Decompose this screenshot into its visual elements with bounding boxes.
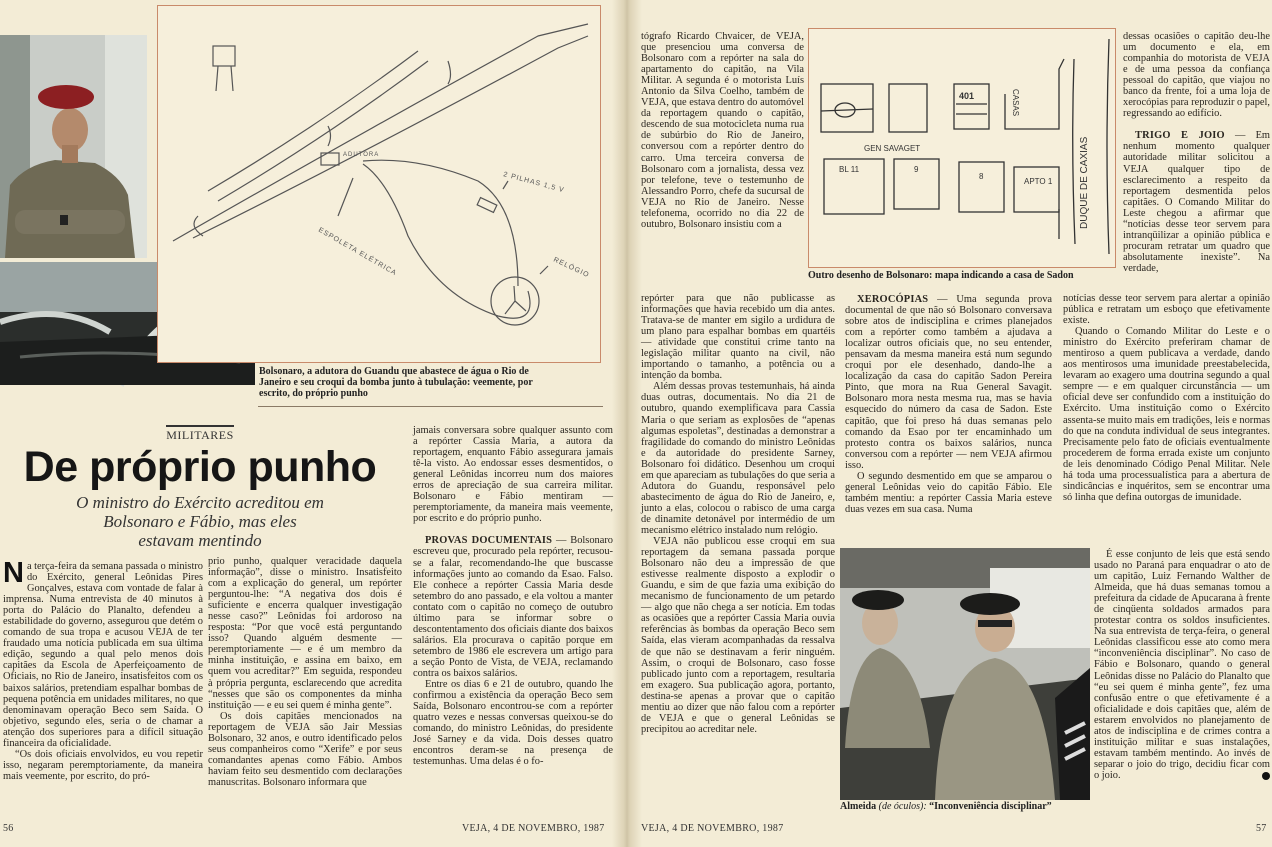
map-label-caxias: DUQUE DE CAXIAS — [1079, 136, 1090, 229]
map-caption: Outro desenho de Bolsonaro: mapa indicando a casa de Sadon — [808, 270, 1074, 281]
paragraph: — Em nenhum momento qualquer autoridade militar solicitou a VEJA qualquer tipo de esclarecimento a respeito da reportagem desmentida pelos capitães. O Comando Militar do Leste chegou a afirmar que “notícias desse teor servem para intranqüilizar a opinião pública e procuram retratar um quadro que absolutamente inexiste”. Na verdade, — [1123, 130, 1270, 274]
paragraph: — Uma segunda prova documental de que não só Bolsonaro conversava sobre atos de indisciplina e crimes planejados com a repórter como também a ajudava a localizar outros oficiais que, no seu entender, pensavam da mesma maneira está num segundo croqui por ele desenhado, dando-lhe a localização da casa do capitão Sadon Pereira Pinto, que mora na Rua General Savagit. Bolsonaro mora nesta mesma rua, mas se havia esquecido do número da casa de Sadon. Este capitão, que foi preso há duas semanas pelo comando da Esao por ter encaminhado um protesto contra os baixos salários, nunca conversou com a repórter — nem VEJA afirmou isso. — [845, 294, 1052, 471]
sketch-label-detonator: ESPOLETA ELÉTRICA — [317, 226, 398, 278]
paragraph: a terça-feira da semana passada o ministro do Exército, general Leônidas Pires Gonçalves, estava com vontade de falar à imprensa. Numa entrevista de 40 minutos à porta do Palácio do Planalto, defendeu a estabilidade do governo, assegurou que detém o comando de sua tropa e acusou VEJA de ter fraudado uma notícia publicada em sua última edição, segundo a qual pelo menos dois capitães da Escola de Aperfeiçoamento de Oficiais, no Rio de Janeiro, insatisfeitos com os baixos salários, pretendiam espalhar bombas de pequena potência em unidades militares, no que denominavam operação Beco sem Saída. O objetivo, segundo eles, seria o de chamar a atenção dos superiores para a difícil situação financeira da oficialidade. — [3, 561, 203, 749]
page-gutter — [612, 0, 642, 847]
map-label-street: GEN SAVAGET — [864, 144, 921, 153]
paragraph: — Bolsonaro escreveu que, procurado pela repórter, recusou-se a falar, recomendando-lhe que buscasse informações junto ao comando da Esao. Falso. Ele conhece a repórter Cassia Maria desde setembro do ano passado, e ela voltou a manter contato com o capitão no começo de outubro último para se informar sobre o descontentamento dos oficiais diante dos baixos salários. Ela procurava o capitão porque em setembro de 1986 ele escrevera um artigo para a seção Ponto de Vista, de VEJA, reclamando contra os baixos salários. — [413, 535, 613, 679]
photo-officers-in-car — [840, 548, 1090, 800]
map-label-bl11: BL 11 — [839, 165, 860, 174]
page-number-right: 57 — [1256, 823, 1267, 834]
sketch-label-clock: RELÓGIO — [552, 256, 591, 280]
sketch-label-pipe: ADUTORA — [343, 152, 380, 158]
paragraph: notícias desse teor servem para alertar a opinião pública e retratam um esboço que efetivamente existe. — [1063, 293, 1270, 327]
photo-caption-left: Bolsonaro, a adutora do Guandu que abastece de água o Rio de Janeiro e seu croqui da bomba junto à tubulação: veemente, por escrito, do próprio punho — [259, 366, 533, 399]
caption-name: Almeida — [840, 801, 877, 812]
caption-quote: “Inconveniência disciplinar” — [926, 801, 1052, 812]
page-number-left: 56 — [3, 823, 14, 834]
map-label-8: 8 — [979, 172, 984, 181]
article-column-d-middle — [1063, 293, 1270, 548]
footer-left: VEJA, 4 DE NOVEMBRO, 1987 — [462, 823, 605, 834]
paragraph: tógrafo Ricardo Chvaicer, de VEJA, que presenciou uma conversa de Bolsonaro com a repórter na sala do apartamento do capitão, na Vila Militar. A segunda é o motorista Luís Antonio da Silva Coelho, também de VEJA, que estava dentro do automóvel da reportagem quando o capitão, descendo de sua motocicleta numa rua de subúrbio do Rio de Janeiro, conversou com a repórter dentro do carro. Uma terceira conversa de Bolsonaro com a jornalista, dessa vez por telefone, teve o testemunho de Alessandro Porro, chefe da sucursal de VEJA no Rio de Janeiro. Nesse telefonema, ocorrido no dia 22 de outubro, Bolsonaro insistiu com a — [641, 31, 804, 230]
map-sketch — [808, 28, 1116, 268]
photo-bolsonaro — [0, 35, 147, 258]
article-column-1 — [3, 557, 203, 823]
subhead-trigo: TRIGO E JOIO — [1135, 130, 1225, 142]
paragraph: VEJA não publicou esse croqui em sua reportagem da semana passada porque Bolsonaro não deu a impressão de que estivesse realmente disposto a explodir o Guandu, e sim de que fazia uma exibição do mecanismo de funcionamento de um petardo — algo que não chega a ser notícia. Em todas as ocasiões que a repórter Cassia Maria ouvia referências às bombas da operação Beco sem Saída, elas vieram acompanhadas da ressalva de que não se destinavam a ferir ninguém. Assim, o croqui de Bolsonaro, caso fosse publicado junto com a reportagem, resultaria em exagero. Sua publicação agora, portanto, destina-se apenas a provar que o capitão mentiu ao dizer que não falou com a repórter de VEJA e que o general Leônidas se precipitou ao acreditar nele. — [641, 536, 835, 735]
paragraph: prio punho, qualquer veracidade daquela informação”, disse o ministro. Insatisfeito com a explicação do general, um repórter perguntou-lhe: “A negativa dos dois é suficiente e encerra qualquer investigação nesse caso?” Leônidas foi ardoroso na resposta: “Por que você está perguntando isso? Quando alguém desmente — peremptoriamente — e é um membro da minha instituição, e assina em baixo, em quem vou acreditar?” Em seguida, respondeu à própria pergunta, esclarecendo que acredita “nesses que são os componentes da minha instituição — e eu sei quem é minha gente”. — [208, 556, 402, 711]
section-label-text: MILITARES — [166, 425, 234, 442]
article-column-2 — [208, 556, 402, 788]
paragraph-text: É esse conjunto de leis que está sendo usado no Paraná para enquadrar o ato de um capitão, Luiz Fernando Walther de Almeida, que há duas semanas tomou a prefeitura da cidade de Apucarana à frente de cinqüenta soldados armados para protestar contra os soldos insuficientes. Na sua entrevista de terça-feira, o general Leônidas classificou esse ato como mera “inconveniência disciplinar”. No caso de Fábio e Bolsonaro, quando o general Leônidas disse no Palácio do Planalto que “eu sei quem é minha gente”, fez uma confusão entre o que efetivamente é a oficialidade e dois capitães que, além de estarem envolvidos no planejamento de atos de indisciplina e de crimes contra a instituição militar e suas instalações, estavam também mentindo. Ao invés de separar o joio do trigo, decidiu ficar com o joio. — [1094, 549, 1270, 781]
paragraph: dessas ocasiões o capitão deu-lhe um documento e ela, em companhia do motorista de VEJA e de uma pessoa da confiança pessoal do capitão, que viajou no banco da frente, foi a uma loja de xerocópias para reproduzir o papel, regressando ao edifício. — [1123, 31, 1270, 120]
paragraph: Quando o Comando Militar do Leste e o ministro do Exército preferiram chamar de mentiroso a quem publicava a verdade, dando aos mentirosos uma imunidade preestabelecida, levaram ao exagero uma doutrina segundo a qual sempre — e em qualquer circunstância — um oficial deve ser confundido com a instituição do Exército. Uma instituição como o Exército assenta-se muito mais em tradições, leis e normas do que na conduta individual de seus integrantes. Precisamente pelo fato de oficiais eventualmente procederem de forma errada existe um conjunto de leis denominado Código Penal Militar. Nele há toda uma processualística para a abertura de sindicâncias e inquéritos, sem se encontrar uma só linha que defina outorgas de imunidade. — [1063, 326, 1270, 503]
sketch-label-batteries: 2 PILHAS 1,5 V — [502, 171, 566, 195]
caption-note: (de óculos): — [878, 801, 927, 812]
caption-divider — [258, 406, 603, 407]
subheadline: O ministro do Exército acreditou em Bolsonaro e Fábio, mas eles estavam mentindo — [76, 493, 324, 550]
paragraph: jamais conversara sobre qualquer assunto com a repórter Cassia Maria, a autora da reportagem, enquanto Fábio assegurara jamais tê-la visto. Ao endossar esses desmentidos, o general Leônidas incorreu num dos maiores erros de apreciação de sua carreira militar. Bolsonaro e Fábio mentiram — peremptoriamente, da maneira mais veemente, por escrito e do próprio punho. — [413, 425, 613, 525]
section-label — [0, 428, 400, 442]
paragraph: O segundo desmentido em que se amparou o general Leônidas veio do capitão Fábio. Ele também mentiu: a repórter Cassia Maria esteve duas vezes em sua casa. Numa — [845, 470, 1052, 515]
paragraph: Além dessas provas testemunhais, há ainda duas outras, documentais. No dia 21 de outubro, quando exemplificava para Cassia Maria o que seriam as explosões de “apenas algumas espoletas”, destinadas a demonstrar a fragilidade do comando do ministro Leônidas e da autoridade do presidente Sarney, Bolsonaro foi didático. Desenhou um croqui em que apareciam as tubulações do que seria a Adutora do Guandu, responsável pelo abastecimento de água do Rio de Janeiro, e, junto a elas, colocou o rabisco de uma carga de dinamite detonável por intermédio de um mecanismo elétrico instalado num relógio. — [641, 381, 835, 536]
end-mark-icon — [1262, 772, 1270, 780]
map-label-apto: APTO 1 — [1024, 177, 1053, 186]
paragraph: “Os dois oficiais envolvidos, eu vou repetir isso, negaram peremptoriamente, da maneira mais veemente, por escrito, do pró- — [3, 748, 203, 782]
headline: De próprio punho — [23, 443, 377, 491]
subhead-xerocopias: XEROCÓPIAS — [857, 294, 929, 305]
article-column-c — [845, 294, 1052, 544]
paragraph: Os dois capitães mencionados na reportagem de VEJA são Jair Messias Bolsonaro, 32 anos, e outro identificado pelos seus companheiros como “Xerife” e por seus comandantes apenas como Fábio. Ambos haviam feito seu desmentido com declarações manuscritas. Bolsonaro informara que — [208, 710, 402, 788]
map-label-9: 9 — [914, 165, 919, 174]
article-column-b — [641, 293, 835, 816]
drop-cap: N — [3, 557, 24, 589]
article-column-3 — [413, 425, 613, 817]
bomb-sketch — [157, 5, 601, 363]
article-column-d-top — [1123, 31, 1270, 293]
photo-caption-right — [840, 801, 1088, 812]
map-label-401: 401 — [959, 91, 975, 101]
footer-right: VEJA, 4 DE NOVEMBRO, 1987 — [641, 823, 784, 834]
article-column-a — [641, 31, 804, 289]
map-label-casas: CASAS — [1011, 89, 1020, 117]
article-column-d-bottom — [1094, 549, 1270, 821]
paragraph: repórter para que não publicasse as informações que havia recebido um dia antes. Tratava-se de manter em sigilo a urdidura de um plano para espalhar bombas em quartéis — atividade que constitui crime tanto na legislação militar quanto na civil, não importando o tamanho, a potência ou a intenção da bomba. — [641, 293, 835, 382]
paragraph: Entre os dias 6 e 21 de outubro, quando lhe confirmou a existência da operação Beco sem Saída, Bolsonaro encontrou-se com a repórter quatro vezes e nessas conversas queixou-se do comando, do ministro Leônidas, do presidente José Sarney e da vida. Dois desses quatro encontros deram-se na presença de testemunhas. Uma delas é o fo- — [413, 679, 613, 768]
paragraph — [1094, 549, 1270, 781]
subhead-provas: PROVAS DOCUMENTAIS — [425, 535, 553, 547]
